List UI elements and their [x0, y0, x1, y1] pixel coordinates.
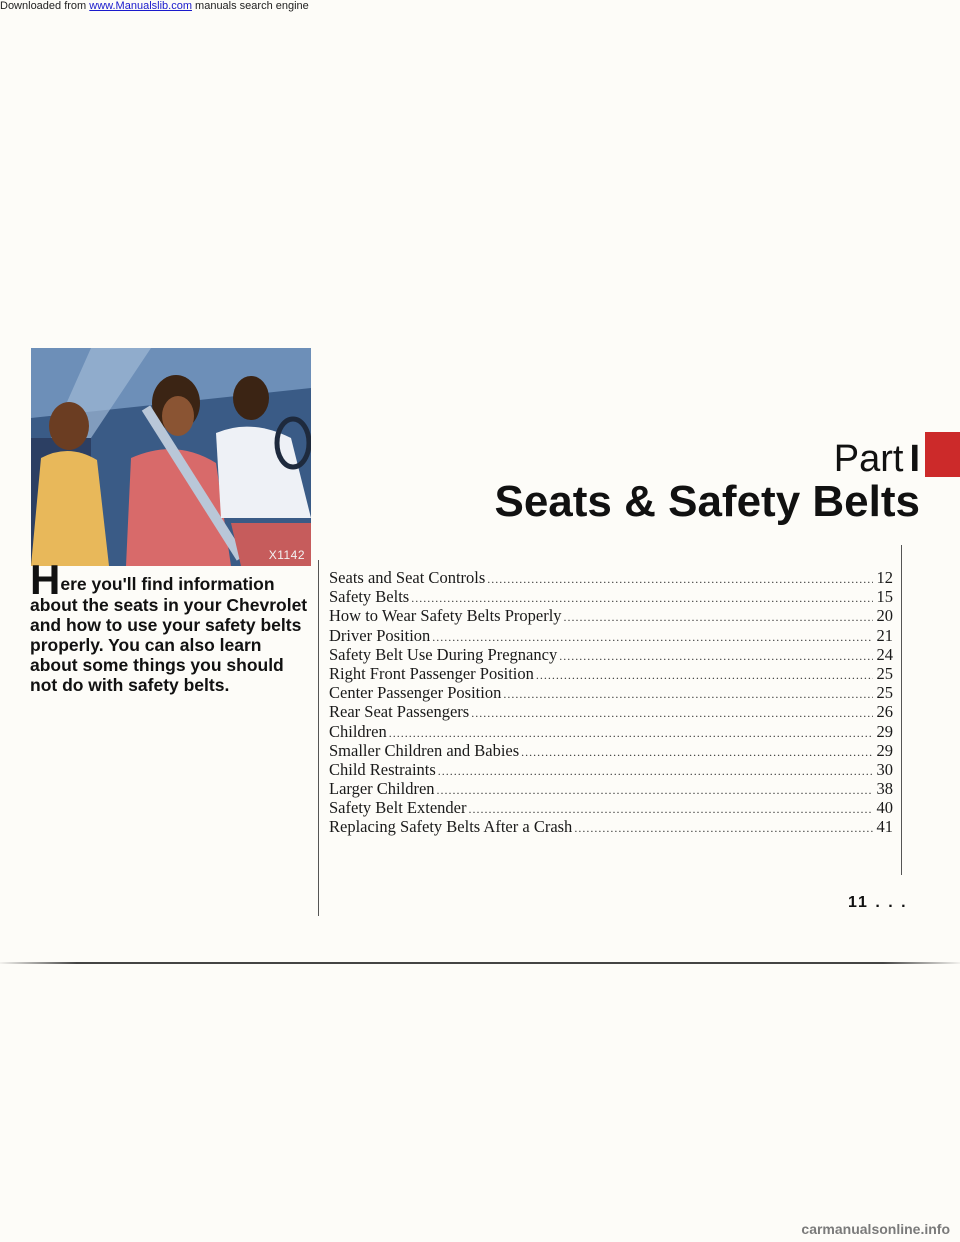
toc-entry[interactable]	[329, 798, 893, 817]
part-title: Seats & Safety Belts	[494, 477, 920, 526]
figure-id: X1142	[268, 548, 305, 562]
intro-dropcap: H	[30, 556, 61, 603]
toc-entry-page: 29	[876, 721, 893, 741]
toc-entry-title: Safety Belt Extender	[329, 798, 467, 818]
page-number: 11 . . .	[848, 894, 908, 911]
toc-entry-page: 15	[876, 587, 893, 607]
toc-entry-page: 25	[876, 683, 893, 703]
toc-entry[interactable]	[329, 664, 893, 683]
toc-leader	[536, 666, 873, 685]
toc-entry-page: 24	[876, 644, 893, 664]
bottom-rule	[0, 962, 960, 964]
toc-entry-title: Larger Children	[329, 779, 435, 799]
toc-leader	[487, 570, 873, 589]
toc-leader	[564, 608, 873, 627]
toc-entry-title: Smaller Children and Babies	[329, 740, 520, 760]
part-word: Part	[833, 438, 904, 480]
toc-leader	[471, 704, 873, 723]
toc-entry-page: 41	[876, 817, 893, 837]
download-header	[0, 0, 960, 10]
toc-entry[interactable]	[329, 722, 893, 741]
toc-leader	[559, 647, 873, 666]
toc-entry-title: Safety Belts	[329, 587, 410, 607]
toc-entry-page: 29	[876, 740, 893, 760]
manualslib-link[interactable]: www.Manualslib.com	[89, 0, 192, 12]
toc-entry-title: Children	[329, 721, 387, 741]
intro-paragraph	[30, 556, 310, 695]
part-label	[700, 440, 920, 478]
column-divider-left	[318, 560, 319, 916]
toc-entry[interactable]	[329, 683, 893, 702]
header-suffix: manuals search engine	[191, 0, 309, 12]
column-divider-right	[901, 545, 902, 875]
toc-entry-title: Child Restraints	[329, 759, 436, 779]
toc-leader	[437, 781, 873, 800]
toc-leader	[521, 743, 873, 762]
toc-entry[interactable]	[329, 817, 893, 836]
header-prefix: Downloaded from	[0, 0, 90, 12]
toc-leader	[438, 762, 873, 781]
intro-text: ere you'll find information about the seats in your Chevrolet and how to use your safety belts properly. You can also learn about some things you should not do with safety belts.	[30, 574, 308, 695]
toc-entry-title: Safety Belt Use During Pregnancy	[329, 644, 558, 664]
toc-entry-title: Driver Position	[329, 625, 431, 645]
toc-leader	[503, 685, 873, 704]
toc-entry-page: 25	[876, 663, 893, 683]
toc-entry-title: Seats and Seat Controls	[329, 568, 486, 587]
toc-entry[interactable]	[329, 645, 893, 664]
toc-entry[interactable]	[329, 760, 893, 779]
toc-entry[interactable]	[329, 606, 893, 625]
toc-entry-title: Rear Seat Passengers	[329, 702, 470, 722]
toc-entry-title: How to Wear Safety Belts Properly	[329, 606, 562, 626]
toc-entry-page: 26	[876, 702, 893, 722]
footer-watermark: carmanualsonline.info	[801, 1221, 950, 1237]
toc-entry-page: 20	[876, 606, 893, 626]
toc-entry-page: 21	[876, 625, 893, 645]
toc-leader	[574, 819, 873, 838]
toc-entry[interactable]	[329, 779, 893, 798]
toc-entry-page: 12	[876, 568, 893, 587]
section-tab	[925, 432, 960, 477]
toc-entry-page: 30	[876, 759, 893, 779]
table-of-contents	[329, 568, 893, 837]
toc-entry-title: Replacing Safety Belts After a Crash	[329, 817, 573, 837]
safety-belt-illustration	[31, 348, 311, 566]
toc-entry[interactable]	[329, 626, 893, 645]
toc-entry-page: 38	[876, 779, 893, 799]
toc-entry[interactable]	[329, 587, 893, 606]
toc-entry[interactable]	[329, 741, 893, 760]
toc-entry-page: 40	[876, 798, 893, 818]
toc-entry[interactable]	[329, 702, 893, 721]
part-numeral: I	[909, 438, 920, 480]
toc-entry-title: Center Passenger Position	[329, 683, 502, 703]
toc-entry[interactable]	[329, 568, 893, 587]
toc-entry-title: Right Front Passenger Position	[329, 663, 534, 683]
